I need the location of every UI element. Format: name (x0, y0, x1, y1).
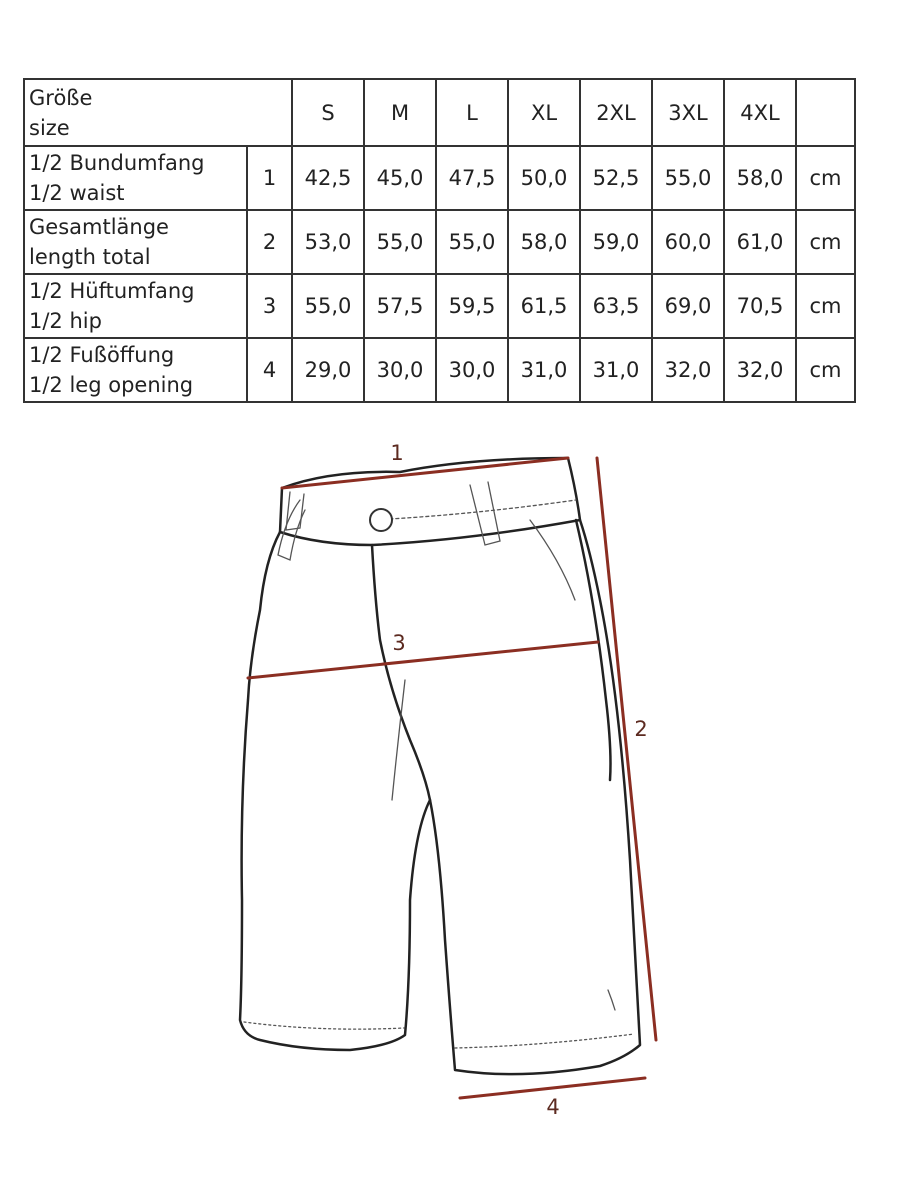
measurement-label-en: 1/2 leg opening (29, 373, 194, 397)
size-value-cell: 69,0 (652, 274, 724, 338)
measure-label-4: 4 (546, 1095, 560, 1119)
measurement-lines (248, 458, 656, 1098)
measurement-label-de: 1/2 Hüftumfang (29, 279, 195, 303)
size-value-cell: 32,0 (724, 338, 796, 402)
measure-label-1: 1 (390, 441, 404, 465)
size-value-cell: 61,0 (724, 210, 796, 274)
size-value-cell: 31,0 (508, 338, 580, 402)
size-header: XL (508, 79, 580, 146)
measurement-number: 2 (247, 210, 292, 274)
size-value-cell: 55,0 (292, 274, 364, 338)
size-value-cell: 70,5 (724, 274, 796, 338)
measurement-label-en: length total (29, 245, 151, 269)
size-label-en: size (29, 115, 70, 140)
size-value-cell: 30,0 (364, 338, 436, 402)
unit-cell: cm (796, 338, 855, 402)
size-value-cell: 58,0 (508, 210, 580, 274)
size-header: 3XL (652, 79, 724, 146)
size-value-cell: 29,0 (292, 338, 364, 402)
waist-measure-line (282, 458, 568, 488)
measurement-number: 1 (247, 146, 292, 210)
size-value-cell: 45,0 (364, 146, 436, 210)
size-value-cell: 52,5 (580, 146, 652, 210)
unit-cell: cm (796, 146, 855, 210)
size-value-cell: 31,0 (580, 338, 652, 402)
measurement-label-de: Gesamtlänge (29, 215, 169, 239)
size-value-cell: 59,5 (436, 274, 508, 338)
unit-cell: cm (796, 210, 855, 274)
size-value-cell: 55,0 (652, 146, 724, 210)
size-header: L (436, 79, 508, 146)
measure-label-2: 2 (634, 717, 648, 741)
size-value-cell: 55,0 (364, 210, 436, 274)
size-header: M (364, 79, 436, 146)
measurement-number: 4 (247, 338, 292, 402)
measurement-label-en: 1/2 waist (29, 181, 125, 205)
size-value-cell: 59,0 (580, 210, 652, 274)
unit-cell: cm (796, 274, 855, 338)
shorts-outline (240, 458, 640, 1074)
measurement-label-de: 1/2 Fußöffung (29, 343, 175, 367)
length-measure-line (597, 458, 656, 1040)
size-value-cell: 55,0 (436, 210, 508, 274)
size-value-cell: 30,0 (436, 338, 508, 402)
size-value-cell: 50,0 (508, 146, 580, 210)
size-value-cell: 32,0 (652, 338, 724, 402)
measurement-label-en: 1/2 hip (29, 309, 102, 333)
hip-measure-line (248, 642, 598, 678)
size-label-de: Größe (29, 85, 93, 110)
size-value-cell: 53,0 (292, 210, 364, 274)
size-value-cell: 58,0 (724, 146, 796, 210)
size-header: 4XL (724, 79, 796, 146)
size-value-cell: 57,5 (364, 274, 436, 338)
size-value-cell: 61,5 (508, 274, 580, 338)
measure-label-3: 3 (392, 631, 406, 655)
measurement-label-de: 1/2 Bundumfang (29, 151, 205, 175)
size-value-cell: 60,0 (652, 210, 724, 274)
shorts-details (244, 482, 634, 1048)
size-value-cell: 42,5 (292, 146, 364, 210)
size-value-cell: 63,5 (580, 274, 652, 338)
button-icon (370, 509, 392, 531)
size-header: S (292, 79, 364, 146)
measurement-number: 3 (247, 274, 292, 338)
size-value-cell: 47,5 (436, 146, 508, 210)
size-header: 2XL (580, 79, 652, 146)
